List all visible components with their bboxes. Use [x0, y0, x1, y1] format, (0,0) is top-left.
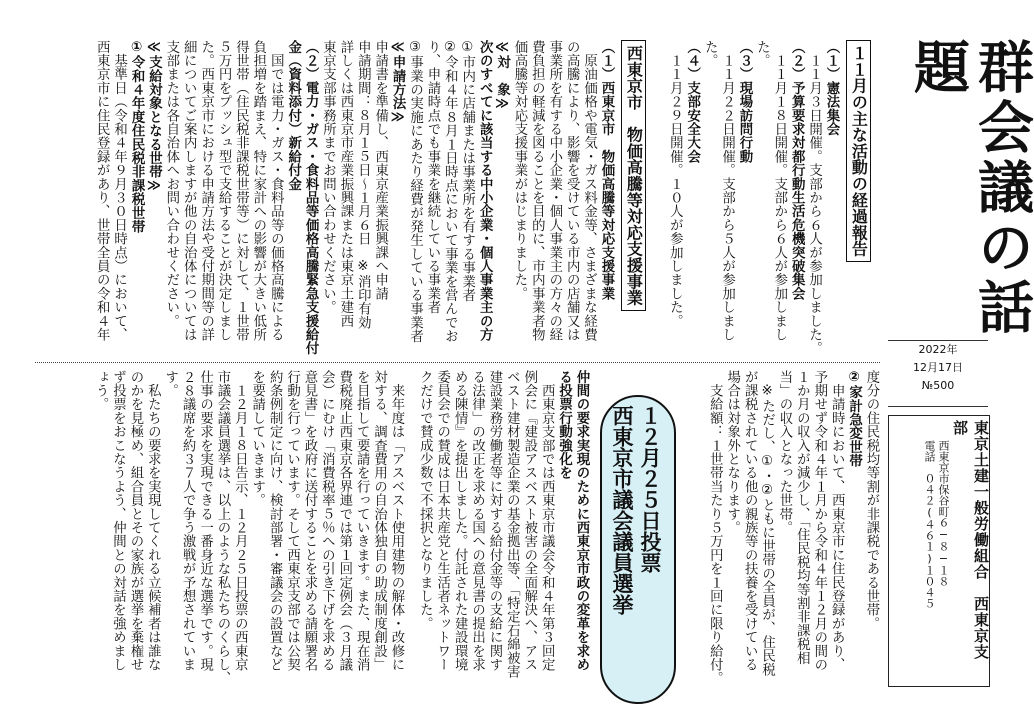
issue-info	[888, 340, 988, 407]
text-line: 金（資料添付）新給付金	[285, 40, 301, 191]
text-line: 約条例制定に向け、検討部署・審議会の設置など	[267, 370, 283, 672]
text-line: 来年度は「アスベスト使用建物の解体・改修に	[389, 370, 404, 672]
text-line: 支部または各自治体へお問い合わせください。	[163, 40, 179, 328]
text-line: る法律」の改正を求める国への意見書の提出を求	[469, 370, 485, 672]
section-divider	[35, 362, 880, 363]
text-line: 仕事の要求を実現できる一番身近な選挙です。現	[197, 370, 213, 672]
text-line: （３）現場訪問行動	[736, 40, 752, 164]
issue-date: 12月17日	[913, 361, 963, 374]
text-line: 次のすべてに該当する中小企業・個人事業主の方	[477, 40, 493, 342]
text-line: クだけで賛成少数で不採択となりました。	[417, 370, 433, 631]
text-line: 国では電力・ガス・食料品等の価格高騰による	[268, 40, 284, 342]
text-line: 東京支部事務所までお問い合わせください。	[320, 40, 336, 314]
publisher-name: 東京土建一般労働組合 西東京支部	[951, 420, 990, 660]
text-line: （２）予算要求対都行動生活危機突破集会	[789, 40, 805, 301]
text-line: 費税廃止西東京各界連では第１回定例会（３月議	[336, 370, 352, 672]
text-line: 場合は対象外となります。	[724, 370, 740, 535]
text-line: ②令和４年８月１日時点において事業を営んでお	[442, 40, 458, 343]
text-line: 行動を行っています。そして西東京支部では公契	[284, 370, 300, 672]
section1-body	[665, 40, 840, 358]
text-line: た。	[754, 40, 770, 68]
text-line: ベスト建材製造企業の基金拠出等、「特定石綿被害	[504, 370, 520, 679]
text-line: が課税されている他の親族等の扶養を受けている	[742, 370, 758, 672]
election-date: １２月２５日投票	[638, 405, 662, 573]
text-line: 申請期間：８月１５日〜１月６日 ※消印有効	[355, 40, 371, 330]
text-line: 申請時において、西東京市に住民登録があり、	[829, 370, 845, 672]
text-line: た。西東京市における申請方法や受付期間等の詳	[198, 40, 214, 342]
text-line: 建設業務労働者等に対する給付金等の支給に関す	[486, 370, 502, 672]
section3-body	[690, 370, 880, 700]
text-line: 西東京市に住民登録があり、世帯全員の令和４年	[94, 40, 110, 342]
text-line: （１）西東京市 物価高騰等対応支援事業	[599, 40, 614, 301]
text-line: 細についてご案内しますが他の自治体については	[181, 40, 197, 342]
text-line: 市議会議員選挙は、以上のような私たちのくらし、	[214, 370, 230, 686]
text-line: １２月１８日告示、１２月２５日投票の西東京	[232, 370, 248, 672]
text-line: 申請書を準備し、西東京産業振興課へ申請	[372, 40, 388, 301]
text-line: た。	[702, 40, 718, 68]
text-line: 度分の住民税均等割が非課税である世帯。	[864, 370, 879, 631]
text-line: １１月１８日開催。支部から６人が参加しまし	[771, 40, 787, 342]
text-line: 当」の収入となった世帯。	[776, 370, 792, 535]
text-line: １１月２２日開催。支部から５人が参加しまし	[719, 40, 735, 342]
publisher-contact	[922, 440, 950, 670]
text-line: 対する、調査費用の自治体独自の助成制度創設」	[371, 370, 387, 672]
text-line: す。	[162, 370, 178, 398]
text-line: ①市内に店舗または事業所を有する事業者	[459, 40, 475, 302]
text-line: ①令和４年度住民税非課税世帯	[129, 40, 145, 234]
section1-heading: １１月の主な活動の経過報告	[846, 40, 871, 262]
text-line: のかを見極め、組合員とその家族が選挙を棄権せ	[127, 370, 143, 672]
text-line: ５万円をプッシュ型で支給することが決定しまし	[216, 40, 232, 342]
text-line: ③事業の実施にあたり経費が発生している事業者	[407, 40, 423, 343]
text-line: 支給額：１世帯当たり５万円を１回に限り給付。	[707, 370, 723, 686]
election-name: 西東京市議会議員選挙	[610, 405, 634, 615]
text-line: 意見書」を政府に送付することを求める請願署名	[301, 370, 317, 672]
text-line: 詳しくは西東京市産業振興課または東京土建西	[337, 40, 353, 328]
text-line: ※ただし、①・②ともに世帯の全員が、住民税	[759, 370, 775, 677]
text-line: ≪申請方法≫	[390, 40, 406, 126]
text-line: 費負担の軽減を図ることを目的に、市内事業者物	[529, 40, 545, 342]
text-line: 原油価格や電気・ガス料金等、さまざまな経費	[581, 40, 597, 342]
text-line: 負担増を踏まえ、特に家計への影響が大きい低所	[250, 40, 266, 342]
text-line: （４）支部安全大会	[684, 40, 700, 164]
text-line: １か月の収入が減少し、「住民税均等割非課税相	[794, 370, 810, 665]
text-line: １１月３日開催。支部から６人が参加しました。	[806, 40, 822, 356]
issue-year: 2022年	[918, 343, 958, 356]
text-line: める陳情』を提出しました。付託された建設環境	[452, 370, 468, 672]
text-line: 価高騰等対応支援事業がはじまりました。	[511, 40, 527, 301]
text-line: ≪支給対象となる世帯≫	[146, 40, 162, 194]
text-line: り、申請時点でも事業を継続している事業者	[424, 40, 440, 314]
text-line: 得世帯（住民税非課税世帯等）に対して、１世帯	[233, 40, 249, 342]
section2-heading-wrap	[625, 40, 642, 358]
text-line: （１）憲法集会	[824, 40, 839, 136]
publisher-address: 西東京市保谷町６−８−１８	[937, 440, 950, 587]
section2-heading: 西東京市 物価高騰等対応支援事業	[621, 40, 646, 311]
text-line: を要請していきます。	[249, 370, 265, 507]
text-line: を目指して要請を行っていきます。また、現在消	[354, 370, 370, 672]
text-line: 私たちの要求を実現してくれる立候補者は誰な	[145, 370, 161, 672]
text-line: の高騰により、影響を受けている市内の店舗又は	[564, 40, 580, 342]
election-banner-text	[608, 405, 664, 695]
text-line: 基準日（令和４年９月３０日時点）において、	[111, 40, 127, 342]
text-line: ょう。	[93, 370, 109, 412]
section4-body-b	[40, 370, 405, 700]
text-line: 仲間の要求実現のために西東京市政の変革を求め	[574, 370, 589, 672]
text-line: ②家計急変世帯	[846, 370, 862, 468]
text-line: １１月２９日開催。１０人が参加しました。	[667, 40, 683, 328]
text-line: 例会に『建設アスベスト被害の全面解決へ、アス	[521, 370, 537, 672]
text-line: ず投票をおこなうよう、仲間との対話を強めまし	[110, 370, 126, 672]
text-line: ２８議席を約３７人で争う激戦が予想されていま	[180, 370, 196, 672]
text-line: 会）にむけ「消費税率５％への引き下げを求める	[319, 370, 335, 672]
masthead-title: 群会議の話題	[905, 38, 1034, 338]
text-line: る投票行動強化を	[556, 370, 572, 480]
section2-body	[40, 40, 615, 358]
section4-body-a	[410, 370, 590, 700]
text-line: 事業所を有する中小企業・個人事業主の方々の経	[546, 40, 562, 342]
text-line: 予期せず令和４年１月から令和４年１２月の間の	[811, 370, 827, 672]
text-line: 西東京支部では西東京市議会令和４年第３回定	[539, 370, 555, 672]
text-line: ≪対 象≫	[494, 40, 510, 112]
section1-heading-wrap	[850, 40, 867, 358]
publisher-phone: 電話 ０４２(４６１)１０４５	[923, 440, 936, 609]
text-line: 委員会での賛成は日本共産党と生活者ネットワー	[434, 370, 450, 672]
text-line: （２）電力・ガス・食料品等価格高騰緊急支援給付	[303, 40, 319, 356]
issue-number: №500	[921, 379, 955, 392]
